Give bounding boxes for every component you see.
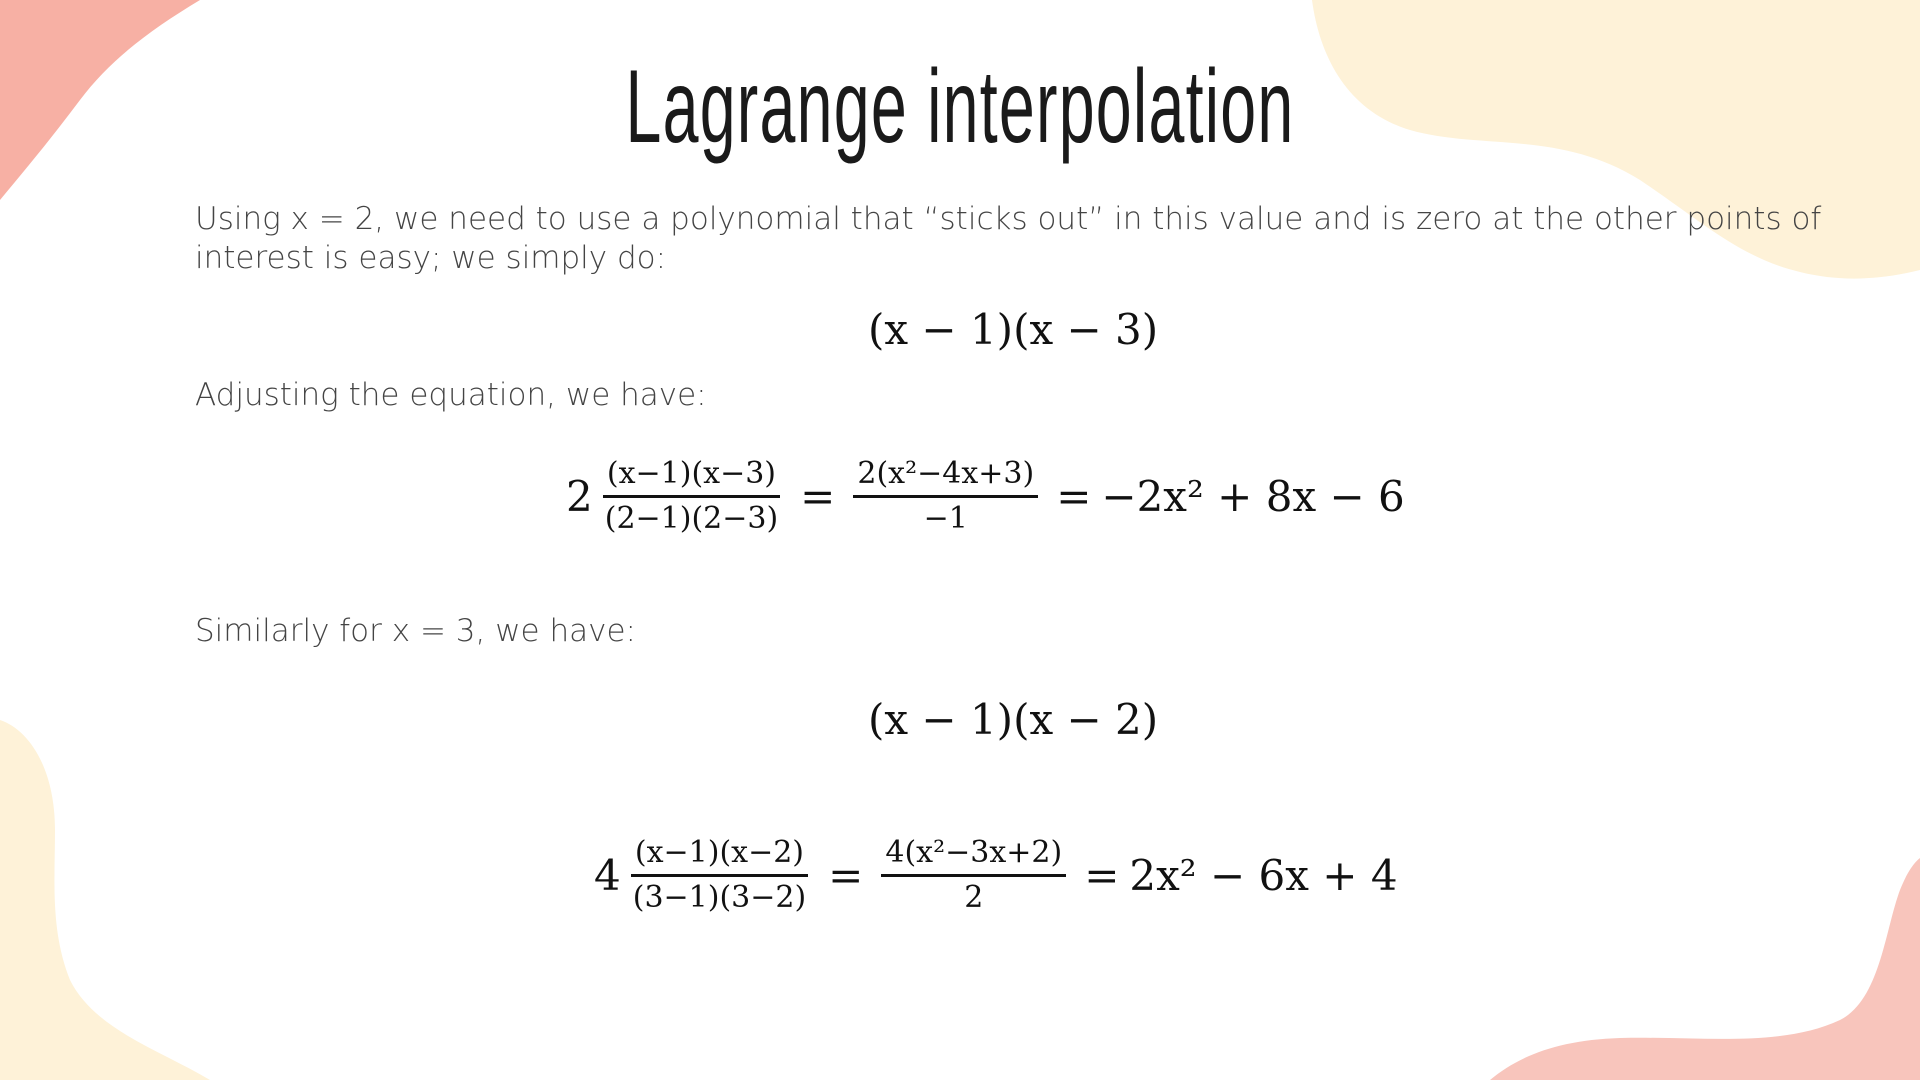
equation-1 bbox=[868, 305, 1158, 354]
equals-sign: = bbox=[1084, 851, 1120, 900]
similarly-text: Similarly for x = 3, we have: bbox=[195, 613, 636, 649]
equation-1-text: (x − 1)(x − 3) bbox=[868, 305, 1159, 354]
intro-text-line-1: Using x = 2, we need to use a polynomial that “sticks out” in this value and is zero at the other points of bbox=[195, 201, 1822, 237]
equals-sign: = bbox=[1056, 472, 1092, 521]
blob-top-left bbox=[0, 0, 200, 200]
equation-2-coefficient: 2 bbox=[566, 472, 593, 521]
equation-4-coefficient: 4 bbox=[594, 851, 621, 900]
equation-4-result: 2x² − 6x + 4 bbox=[1129, 851, 1398, 900]
equation-2-denominator-1: (2−1)(2−3) bbox=[604, 501, 779, 536]
equation-2-numerator-1: (x−1)(x−3) bbox=[603, 455, 780, 498]
equation-2-result: −2x² + 8x − 6 bbox=[1101, 472, 1405, 521]
equation-4-numerator-2: 4(x²−3x+2) bbox=[881, 834, 1066, 877]
slide-title: Lagrange interpolation bbox=[625, 49, 1295, 165]
equation-4 bbox=[594, 834, 1398, 917]
equation-2 bbox=[566, 455, 1405, 538]
equals-sign: = bbox=[828, 851, 864, 900]
equation-2-fraction-1 bbox=[601, 455, 782, 538]
equation-3 bbox=[868, 695, 1158, 744]
adjusting-text: Adjusting the equation, we have: bbox=[195, 377, 707, 413]
blob-bottom-left bbox=[0, 720, 210, 1080]
equals-sign: = bbox=[800, 472, 836, 521]
equation-3-text: (x − 1)(x − 2) bbox=[868, 695, 1159, 744]
equation-4-fraction-1 bbox=[629, 834, 810, 917]
equation-2-denominator-2: −1 bbox=[923, 501, 968, 536]
equation-4-numerator-1: (x−1)(x−2) bbox=[631, 834, 808, 877]
equation-4-denominator-1: (3−1)(3−2) bbox=[632, 880, 807, 915]
equation-4-fraction-2 bbox=[881, 834, 1066, 917]
equation-4-denominator-2: 2 bbox=[964, 880, 984, 915]
equation-2-fraction-2 bbox=[853, 455, 1038, 538]
intro-text-line-2: interest is easy; we simply do: bbox=[195, 240, 667, 276]
equation-2-numerator-2: 2(x²−4x+3) bbox=[853, 455, 1038, 498]
blob-bottom-right bbox=[1490, 858, 1920, 1080]
